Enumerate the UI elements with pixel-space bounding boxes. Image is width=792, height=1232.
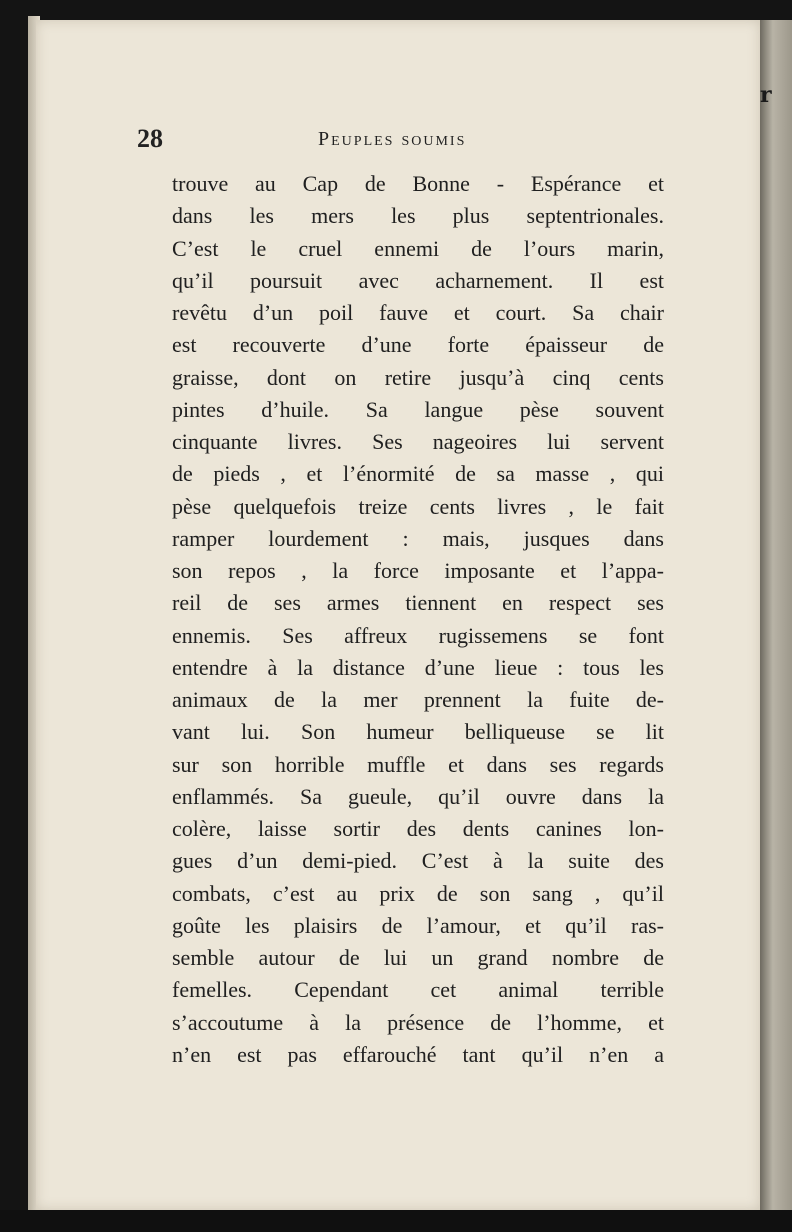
text-line: pintes d’huile. Sa langue pèse souvent <box>172 396 664 422</box>
text-line: qu’il poursuit avec acharnement. Il est <box>172 267 664 293</box>
text-line: revêtu d’un poil fauve et court. Sa chair <box>172 300 664 325</box>
text-line: ennemis. Ses affreux rugissemens se font <box>172 622 664 648</box>
text-line: colère, laisse sortir des dents canines lon- <box>172 816 664 841</box>
text-line: enflammés. Sa gueule, qu’il ouvre dans la <box>172 783 664 809</box>
scan-border <box>0 1210 792 1232</box>
text-line: vant lui. Son humeur belliqueuse se lit <box>172 719 664 745</box>
text-line: pèse quelquefois treize cents livres , le fait <box>172 493 664 519</box>
text-line: entendre à la distance d’une lieue : tous les <box>172 654 664 680</box>
text-line: s’accoutume à la présence de l’homme, et <box>172 1009 664 1035</box>
text-line: trouve au Cap de Bonne - Espérance et <box>172 171 664 196</box>
next-page-letter: r <box>760 82 772 108</box>
page-header <box>137 126 664 156</box>
text-line: cinquante livres. Ses nageoires lui servent <box>172 429 664 454</box>
text-line: femelles. Cependant cet animal terrible <box>172 977 664 1003</box>
text-line: combats, c’est au prix de son sang , qu’il <box>172 880 664 906</box>
text-line: son repos , la force imposante et l’appa- <box>172 558 664 583</box>
text-line: dans les mers les plus septentrionales. <box>172 203 664 229</box>
text-line: goûte les plaisirs de l’amour, et qu’il ras- <box>172 912 664 938</box>
text-line: gues d’un demi-pied. C’est à la suite des <box>172 848 664 874</box>
text-line: animaux de la mer prennent la fuite de- <box>172 687 664 712</box>
text-line: ramper lourdement : mais, jusques dans <box>172 525 664 551</box>
text-line: sur son horrible muffle et dans ses regards <box>172 751 664 777</box>
text-line: n’en est pas effarouché tant qu’il n’en a <box>172 1041 664 1067</box>
text-line: semble autour de lui un grand nombre de <box>172 945 664 970</box>
running-head: Peuples soumis <box>318 128 467 150</box>
text-line: de pieds , et l’énormité de sa masse , qui <box>172 461 664 487</box>
next-page-edge <box>760 20 792 1210</box>
text-line: reil de ses armes tiennent en respect ses <box>172 590 664 616</box>
text-line: est recouverte d’une forte épaisseur de <box>172 332 664 358</box>
text-line: graisse, dont on retire jusqu’à cinq cents <box>172 364 664 390</box>
page-number: 28 <box>137 124 163 153</box>
text-line: C’est le cruel ennemi de l’ours marin, <box>172 235 664 261</box>
body-text <box>172 168 664 1071</box>
